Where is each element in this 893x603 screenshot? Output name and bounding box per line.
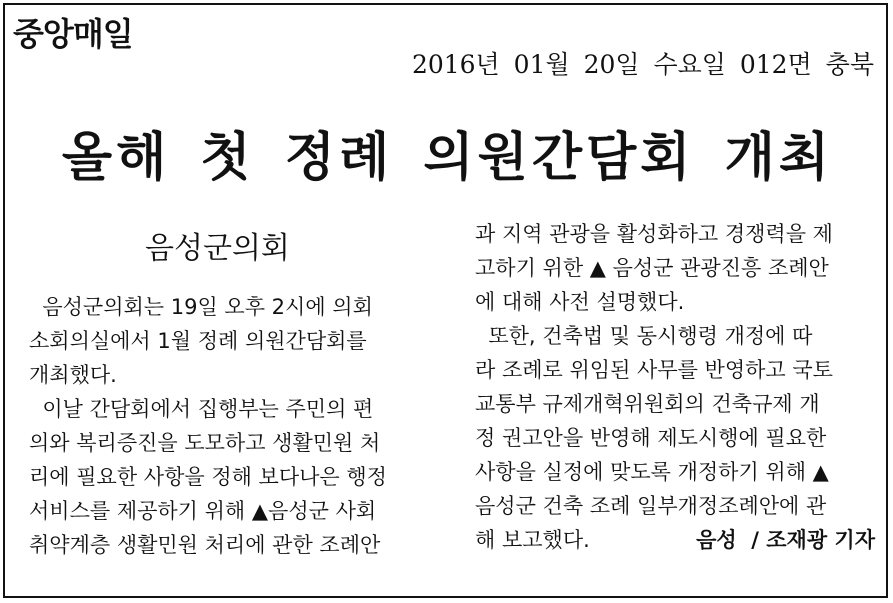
body-line: 리에 필요한 사항을 정해 보다나은 행정 (29, 465, 387, 489)
body-line: 음성군의회는 19일 오후 2시에 의회 (29, 295, 373, 319)
byline: 음성 / 조재광 기자 (696, 528, 875, 552)
last-line (475, 523, 875, 557)
body-line: 개최했다. (29, 363, 117, 387)
body-line: 소회의실에서 1월 정례 의원간담회를 (29, 329, 367, 353)
news-clipping (3, 3, 888, 598)
body-line: 고하기 위한 ▲ 음성군 관광진흥 조례안 (475, 256, 829, 280)
body-line: 과 지역 관광을 활성화하고 경쟁력을 제 (475, 222, 833, 246)
body-line: 라 조례로 위임된 사무를 반영하고 국토 (475, 358, 833, 382)
newspaper-logo: 중앙매일 (13, 15, 133, 53)
dateline: 2016년 01월 20일 수요일 012면 충북 (411, 50, 874, 79)
body-line: 정 권고안을 반영해 제도시행에 필요한 (475, 426, 827, 450)
body-line: 사항을 실정에 맞도록 개정하기 위해 ▲ (475, 460, 829, 484)
body-line: 또한, 건축법 및 동시행령 개정에 따 (475, 324, 813, 348)
body-line: 이날 간담회에서 집행부는 주민의 편 (29, 397, 374, 421)
headline: 올해 첫 정례 의원간담회 개최 (61, 128, 834, 188)
body-line: 교통부 규제개혁위원회의 건축규제 개 (475, 392, 820, 416)
body-line: 취약계층 생활민원 처리에 관한 조례안 (29, 533, 381, 557)
body-line: 에 대해 사전 설명했다. (475, 290, 685, 314)
body-line: 해 보고했다. (475, 528, 590, 552)
body-line: 음성군 건축 조례 일부개정조례안에 관 (475, 494, 827, 518)
body-line: 서비스를 제공하기 위해 ▲음성군 사회 (29, 499, 377, 523)
article-column-right (475, 217, 875, 557)
subheadline: 음성군의회 (145, 231, 290, 266)
article-column-left (29, 290, 449, 562)
body-line: 의와 복리증진을 도모하고 생활민원 처 (29, 431, 381, 455)
